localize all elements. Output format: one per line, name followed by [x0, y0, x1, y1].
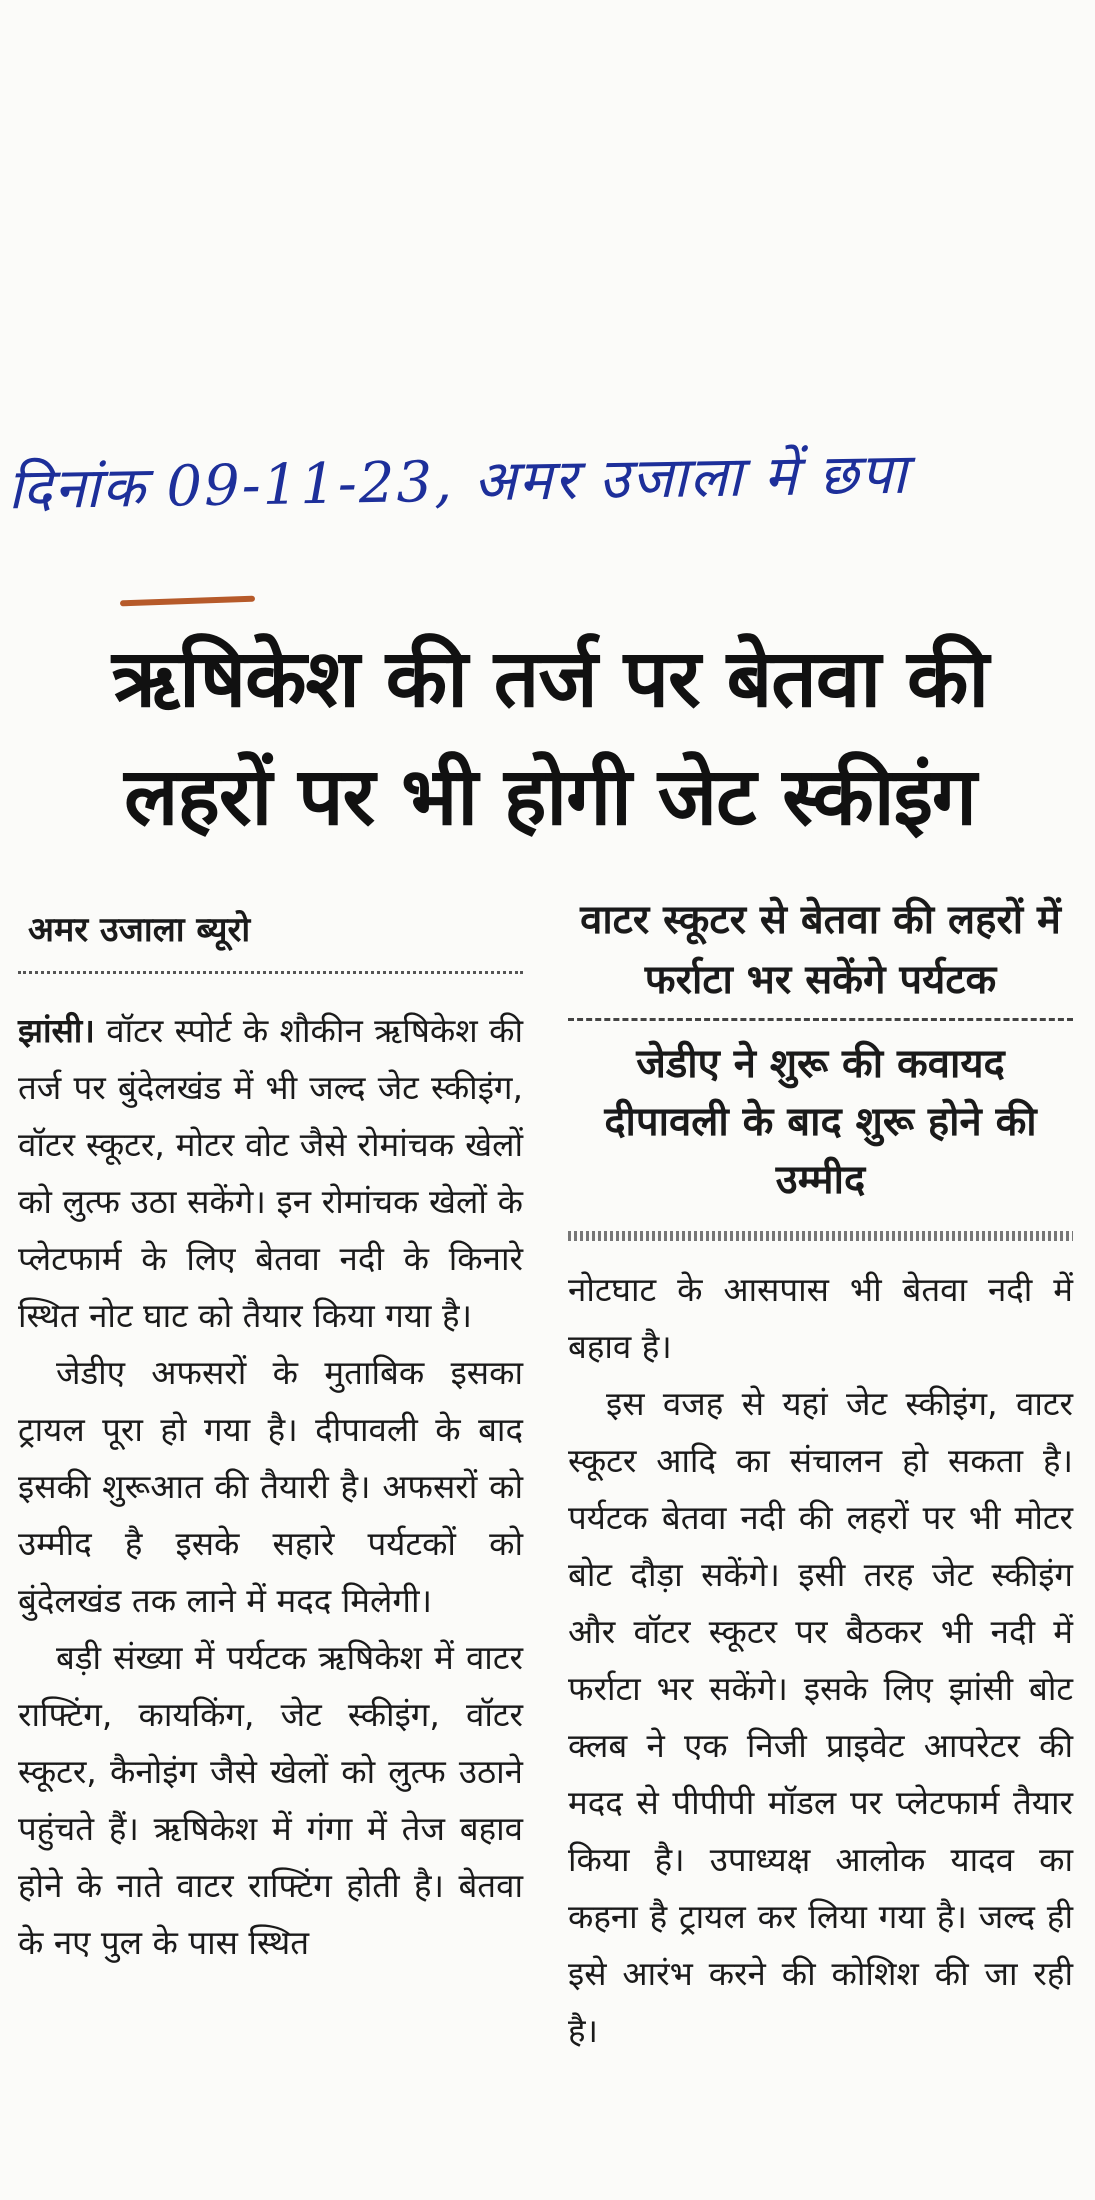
left-paragraph-1-text: वॉटर स्पोर्ट के शौकीन ऋषिकेश की तर्ज पर बुंदेलखंड में भी जल्द जेट स्कीइंग, वॉटर स्कूटर, मोटर वोट जैसे रोमांचक खेलों को लुत्फ उठा सकेंगे। इन रोमांचक खेलों के प्लेटफार्म के लिए बेतवा नदी के किनारे स्थित नोट घाट को तैयार किया गया है।: [18, 1011, 523, 1335]
left-paragraph-2: जेडीए अफसरों के मुताबिक इसका ट्रायल पूरा हो गया है। दीपावली के बाद इसकी शुरूआत की तैयारी है। अफसरों को उम्मीद है इसके सहारे पर्यटकों को बुंदेलखंड तक लाने में मदद मिलेगी।: [18, 1353, 523, 1620]
left-column: [18, 895, 523, 1971]
headline: [30, 620, 1070, 856]
dateline: झांसी।: [18, 1011, 95, 1050]
byline-divider: [18, 971, 523, 974]
left-paragraph-1: [18, 1002, 523, 1344]
right-paragraph-2: इस वजह से यहां जेट स्कीइंग, वाटर स्कूटर आदि का संचालन हो सकता है। पर्यटक बेतवा नदी की लहरों पर भी मोटर बोट दौड़ा सकेंगे। इसी तरह जेट स्कीइंग और वॉटर स्कूटर पर बैठकर भी नदी में फर्राटा भर सकेंगे। इसके लिए झांसी बोट क्लब ने एक निजी प्राइवेट आपरेटर की मदद से पीपीपी मॉडल पर प्लेटफार्म तैयार किया है। उपाध्यक्ष आलोक यादव का कहना है ट्रायल कर लिया गया है। जल्द ही इसे आरंभ करने की कोशिश की जा रही है।: [568, 1384, 1073, 2050]
handwritten-date-note: [0, 430, 1095, 559]
right-body: [568, 1261, 1073, 2059]
left-paragraph-3: बड़ी संख्या में पर्यटक ऋषिकेश में वाटर राफ्टिंग, कायकिंग, जेट स्कीइंग, वॉटर स्कूटर, कैनोइंग जैसे खेलों को लुत्फ उठाने पहुंचते हैं। ऋषिकेश में गंगा में तेज बहाव होने के नाते वाटर राफ्टिंग होती है। बेतवा के नए पुल के पास स्थित: [18, 1638, 523, 1962]
subheadline-1: वाटर स्कूटर से बेतवा की लहरों में फर्राटा भर सकेंगे पर्यटक: [580, 897, 1061, 1003]
subheadline-divider: [568, 1018, 1073, 1021]
left-body: [18, 1002, 523, 1971]
decorative-accent-line: [120, 596, 255, 607]
dotted-separator: [568, 1231, 1073, 1241]
right-column: [568, 890, 1073, 2059]
byline: अमर उजाला ब्यूरो: [28, 910, 251, 950]
headline-line-1: ऋषिकेश की तर्ज पर बेतवा की: [111, 632, 989, 725]
subheadline-2: जेडीए ने शुरू की कवायद दीपावली के बाद शुरू होने की उम्मीद: [604, 1041, 1037, 1203]
handwritten-text: दिनांक 09-11-23, अमर उजाला में छपा: [7, 441, 909, 523]
right-paragraph-1: नोटघाट के आसपास भी बेतवा नदी में बहाव है।: [568, 1270, 1073, 1366]
headline-line-2: लहरों पर भी होगी जेट स्कीइंग: [124, 750, 976, 843]
